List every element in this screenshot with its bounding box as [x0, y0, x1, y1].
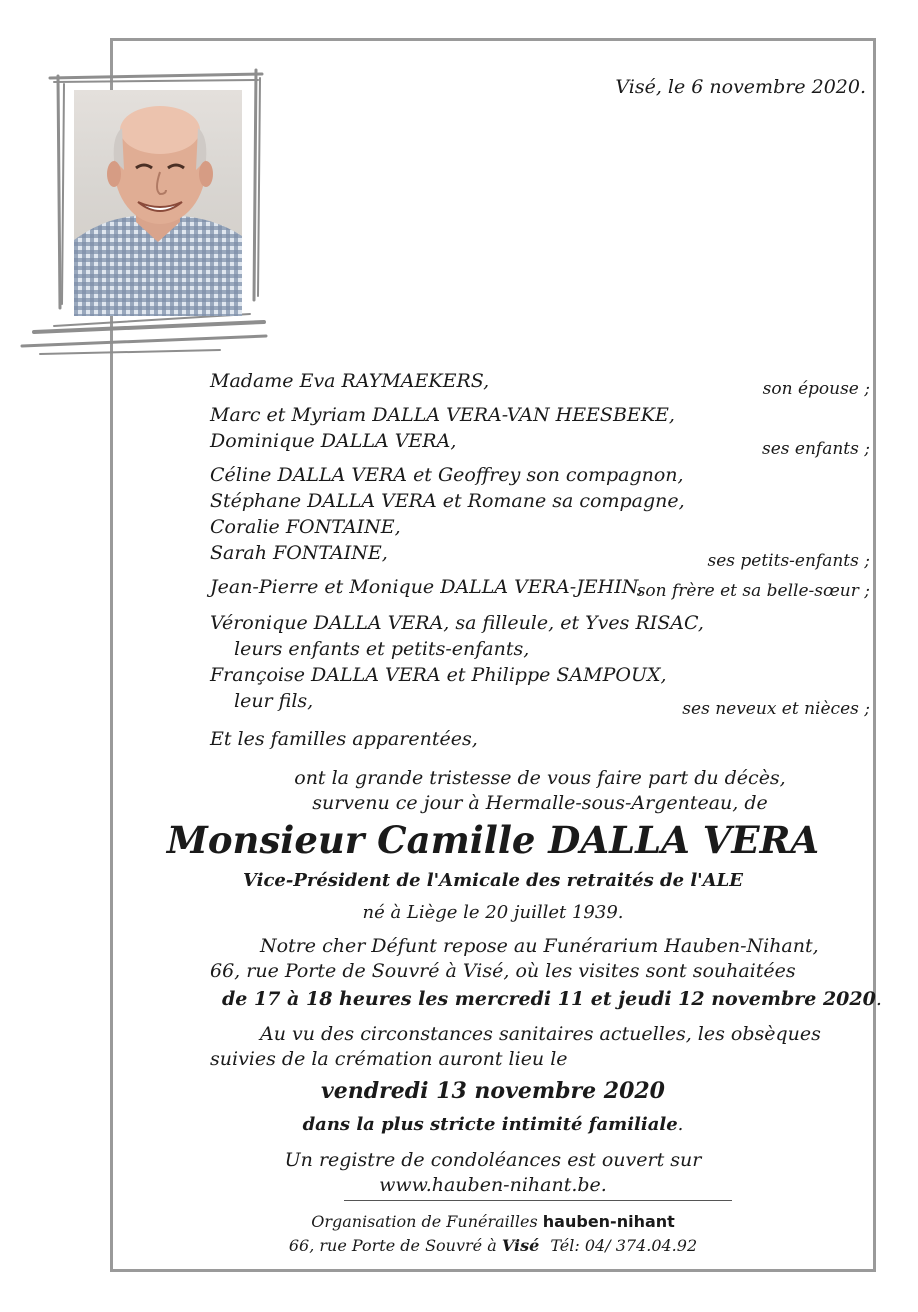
family-line: Véronique DALLA VERA, sa filleule, et Yves RISAC,	[210, 612, 704, 634]
address-street: 66, rue Porte de Souvré à	[288, 1236, 497, 1255]
family-line: Françoise DALLA VERA et Philippe SAMPOUX,	[210, 664, 667, 686]
family-line: leur fils,	[234, 690, 314, 712]
intimacy-text: dans la plus stricte intimité familiale	[302, 1114, 678, 1135]
relation-label: son épouse ;	[762, 379, 870, 399]
relation-label: ses enfants ;	[762, 439, 870, 459]
relation-label: ses petits-enfants ;	[707, 551, 870, 571]
family-group-spouse	[210, 368, 870, 402]
family-line: Dominique DALLA VERA,	[210, 430, 457, 452]
birth-line: né à Liège le 20 juillet 1939.	[362, 902, 624, 923]
family-line: Stéphane DALLA VERA et Romane sa compagne,	[210, 490, 685, 512]
intimacy-line: dans la plus stricte intimité familiale.	[302, 1114, 684, 1135]
family-line: Madame Eva RAYMAEKERS,	[210, 370, 490, 392]
relation-label: ses neveux et nièces ;	[682, 699, 870, 719]
family-line: Coralie FONTAINE,	[210, 516, 401, 538]
register-url[interactable]: www.hauben-nihant.be.	[379, 1174, 607, 1196]
portrait-block	[14, 64, 274, 364]
ceremony-line-1: Au vu des circonstances sanitaires actuelles, les obsèques	[260, 1023, 821, 1045]
family-group-brother	[210, 574, 870, 610]
portrait-photo	[74, 90, 242, 316]
org-brand-logo: hauben-nihant	[542, 1212, 675, 1231]
register-text	[110, 1148, 876, 1198]
family-line: Sarah FONTAINE,	[210, 542, 388, 564]
family-line: Jean-Pierre et Monique DALLA VERA-JEHIN,	[210, 576, 644, 598]
funeral-date: vendredi 13 novembre 2020	[320, 1078, 665, 1104]
announce-line-2: survenu ce jour à Hermalle-sous-Argenteau, de	[312, 792, 768, 814]
dateline: Visé, le 6 novembre 2020.	[615, 76, 866, 98]
footer-organisation	[110, 1210, 876, 1258]
family-line: leurs enfants et petits-enfants,	[234, 638, 530, 660]
family-list	[210, 368, 870, 752]
visits-line: de 17 à 18 heures les mercredi 11 et jeudi 12 novembre 2020.	[222, 988, 882, 1010]
family-line: Céline DALLA VERA et Geoffrey son compagnon,	[210, 464, 684, 486]
rest-line-2: 66, rue Porte de Souvré à Visé, où les visites sont souhaitées	[210, 960, 796, 982]
address-phone: Tél: 04/ 374.04.92	[550, 1236, 698, 1255]
announcement-text	[190, 766, 890, 816]
family-group-children	[210, 402, 870, 462]
family-line: Marc et Myriam DALLA VERA-VAN HEESBEKE,	[210, 404, 675, 426]
footer-divider	[344, 1200, 732, 1201]
deceased-title: Vice-Président de l'Amicale des retraités de l'ALE	[242, 870, 744, 891]
rest-line-1: Notre cher Défunt repose au Funérarium Hauben-Nihant,	[260, 935, 819, 957]
family-group-grandchildren	[210, 462, 870, 574]
register-line: Un registre de condoléances est ouvert sur	[284, 1149, 702, 1171]
rest-text	[210, 934, 870, 984]
relation-label: son frère et sa belle-sœur ;	[636, 581, 870, 601]
announce-line-1: ont la grande tristesse de vous faire part du décès,	[294, 767, 786, 789]
families-line: Et les familles apparentées,	[210, 728, 478, 750]
visits-text: de 17 à 18 heures les mercredi 11 et jeudi 12 novembre 2020	[222, 988, 876, 1010]
ceremony-text	[210, 1022, 870, 1072]
org-label: Organisation de Funérailles	[311, 1212, 538, 1231]
deceased-name: Monsieur Camille DALLA VERA	[166, 818, 820, 862]
family-group-nephews	[210, 610, 870, 726]
ceremony-line-2: suivies de la crémation auront lieu le	[210, 1048, 568, 1070]
address-city: Visé	[501, 1236, 540, 1255]
